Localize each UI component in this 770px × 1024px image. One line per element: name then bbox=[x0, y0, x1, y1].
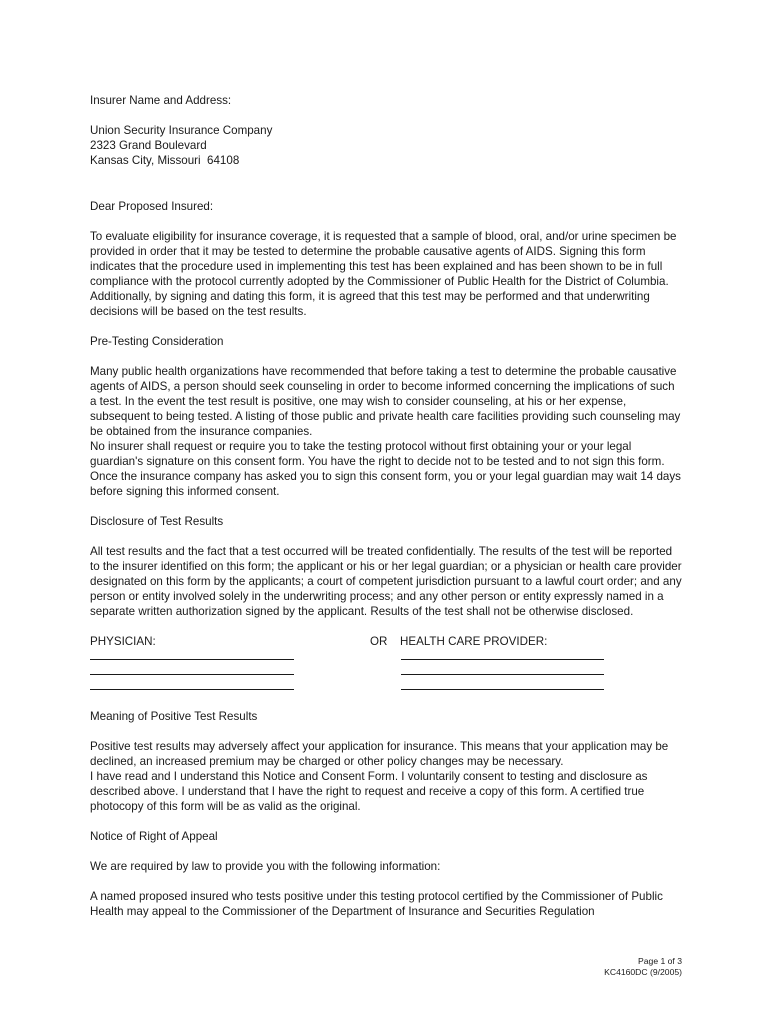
disclosure-heading: Disclosure of Test Results bbox=[90, 515, 224, 528]
appeal-heading: Notice of Right of Appeal bbox=[90, 830, 218, 843]
appeal-paragraph-2: A named proposed insured who tests positive under this testing protocol certified by the Commissioner of Public Health may appeal to the Commissioner of the Department of Insurance and Securities Regulation bbox=[90, 890, 663, 918]
provider-line-1[interactable] bbox=[401, 659, 604, 660]
positive-results-paragraph-1: Positive test results may adversely affect your application for insurance. This means that your application may be declined, an increased premium may be charged or other policy changes may be necessary. bbox=[90, 740, 669, 768]
company-city: Kansas City, Missouri 64108 bbox=[90, 154, 240, 167]
physician-line-3[interactable] bbox=[90, 689, 294, 690]
health-care-provider-label: HEALTH CARE PROVIDER: bbox=[400, 635, 548, 648]
provider-line-3[interactable] bbox=[401, 689, 604, 690]
form-number: KC4160DC (9/2005) bbox=[604, 967, 682, 977]
physician-label: PHYSICIAN: bbox=[90, 635, 156, 648]
appeal-paragraph-1: We are required by law to provide you with the following information: bbox=[90, 860, 441, 873]
salutation: Dear Proposed Insured: bbox=[90, 200, 214, 213]
pretesting-paragraph-1: Many public health organizations have recommended that before taking a test to determine the probable causative agents of AIDS, a person should seek counseling in order to become informed concerning the implications of such a test. In the event the test result is positive, one may wish to consider counseling, at his or her expense, subsequent to being tested. A listing of those public and private health care facilities providing such counseling may be obtained from the insurance companies. bbox=[90, 365, 681, 438]
company-name: Union Security Insurance Company bbox=[90, 124, 273, 137]
company-street: 2323 Grand Boulevard bbox=[90, 139, 207, 152]
pretesting-paragraph-2: No insurer shall request or require you to take the testing protocol without first obtaining your or your legal guardian's signature on this consent form. You have the right to decide not to be tested and to not sign this form. Once the insurance company has asked you to sign this consent form, you or your legal guardian may wait 14 days before signing this informed consent. bbox=[90, 440, 681, 498]
signature-labels-row bbox=[90, 634, 682, 649]
disclosure-paragraph: All test results and the fact that a test occurred will be treated confidentially. The results of the test will be reported to the insurer identified on this form; the applicant or his or her legal guardian; or a physician or health care provider designated on this form by the applicants; a court of competent jurisdiction pursuant to a lawful court order; and any person or entity involved solely in the underwriting process; and any other person or entity expressly named in a separate written authorization signed by the applicant. Results of the test shall not be otherwise disclosed. bbox=[90, 545, 682, 618]
document-page bbox=[90, 93, 682, 919]
intro-paragraph: To evaluate eligibility for insurance coverage, it is requested that a sample of blood, oral, and/or urine specimen be provided in order that it may be tested to determine the probable causative agents of AIDS. Signing this form indicates that the procedure used in implementing this test has been explained and has been shown to be in full compliance with the protocol currently adopted by the Commissioner of Public Health for the District of Columbia. Additionally, by signing and dating this form, it is agreed that this test may be performed and that underwriting decisions will be based on the test results. bbox=[90, 230, 677, 318]
provider-line-2[interactable] bbox=[401, 674, 604, 675]
positive-results-paragraph-2: I have read and I understand this Notice and Consent Form. I voluntarily consent to testing and disclosure as described above. I understand that I have the right to request and receive a copy of this form. A certified true photocopy of this form will be as valid as the original. bbox=[90, 770, 648, 813]
or-label: OR bbox=[370, 635, 388, 648]
page-footer bbox=[604, 956, 682, 978]
signature-line-row-2 bbox=[90, 664, 682, 679]
signature-line-row-3 bbox=[90, 679, 682, 694]
physician-line-2[interactable] bbox=[90, 674, 294, 675]
positive-results-heading: Meaning of Positive Test Results bbox=[90, 710, 258, 723]
page-number: Page 1 of 3 bbox=[638, 956, 682, 966]
insurer-label: Insurer Name and Address: bbox=[90, 94, 232, 107]
pretesting-heading: Pre-Testing Consideration bbox=[90, 335, 224, 348]
physician-line-1[interactable] bbox=[90, 659, 294, 660]
signature-line-row-1 bbox=[90, 649, 682, 664]
